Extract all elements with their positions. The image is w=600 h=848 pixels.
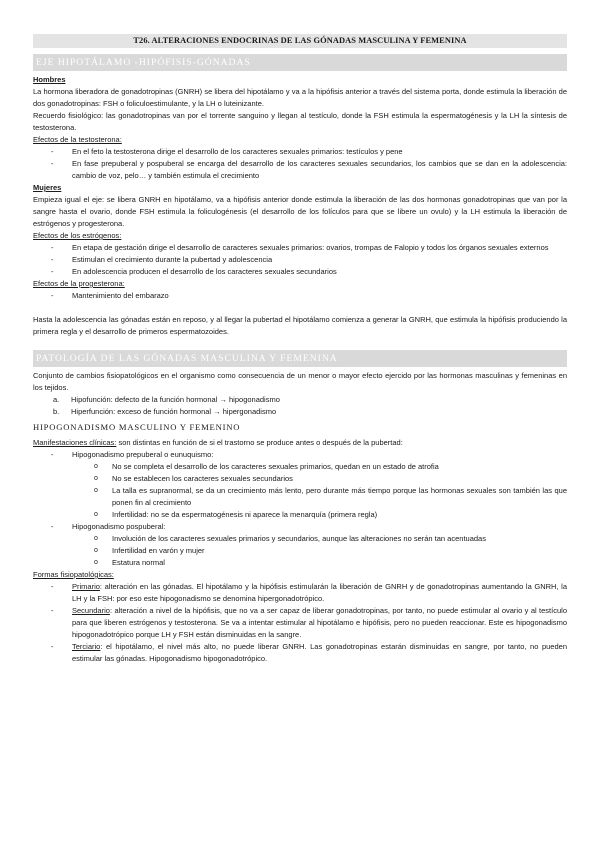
adolescencia-paragraph: Hasta la adolescencia las gónadas están en reposo, y al llegar la pubertad el hipotálamo comienza a generar la GNRH, que estimula la hipófisis produciendo la primera regla y el desarrollo de primeros espermatozoides. <box>33 315 567 336</box>
section-header-eje: EJE HIPOTÁLAMO -HIPÓFISIS-GÓNADAS <box>33 54 567 71</box>
mujeres-heading: Mujeres <box>33 183 62 192</box>
patologia-intro-paragraph: Conjunto de cambios fisiopatológicos en el organismo como consecuencia de un menor o mayor efecto ejercido por las hormonas masculinas y femeninas en los tejidos. <box>33 371 567 392</box>
list-item: o Involución de los caracteres sexuales primarios y secundarios, aunque las alteraciones no serán tan acentuadas <box>94 534 486 543</box>
progesterona-heading: Efectos de la progesterona: <box>33 279 125 288</box>
list-item: o No se completa el desarrollo de los caracteres sexuales primarios, quedan en un estado de atrofia <box>94 462 439 471</box>
progesterona-list <box>33 290 567 302</box>
list-item: - Terciario: el hipotálamo, el nivel más alto, no puede liberar GNRH. Las gonadotropinas estarán disminuidas en sangre, por tanto, no pueden estimular las gónadas. Hipogonadismo hipogonadotrópico. <box>51 642 567 663</box>
list-item: - En etapa de gestación dirige el desarrollo de caracteres sexuales primarios: ovarios, trompas de Falopio y todos los órganos sexuales externos <box>51 243 549 252</box>
section-header-patologia: PATOLOGÍA DE LAS GÓNADAS MASCULINA Y FEMENINA <box>33 350 567 367</box>
hombres-heading: Hombres <box>33 75 66 84</box>
list-item: a. Hipofunción: defecto de la función hormonal → hipogonadismo <box>53 395 280 404</box>
list-item: - En fase prepuberal y pospuberal se encarga del desarrollo de los caracteres sexuales secundarios, los cambios que se dan en la adolescencia: cambio de voz, pelo… y también estimula el crecimiento <box>51 159 567 180</box>
list-item: b. Hiperfunción: exceso de función hormonal → hipergonadismo <box>53 407 277 416</box>
list-item: - En adolescencia producen el desarrollo de los caracteres sexuales secundarios <box>51 267 337 276</box>
list-item: - Primario: alteración en las gónadas. El hipotálamo y la hipófisis estimularán la liberación de GNRH y de gonadotropinas aumentando la GNRH, la LH y la FSH: por eso este hipogonadismo se denomina hipergonadotrópico. <box>51 582 567 603</box>
list-item: o Infertilidad en varón y mujer <box>94 546 205 555</box>
pospuberal-sublist <box>72 533 567 569</box>
list-item: o No se establecen los caracteres sexuales secundarios <box>94 474 293 483</box>
document-title: T26. ALTERACIONES ENDOCRINAS DE LAS GÓNADAS MASCULINA Y FEMENINA <box>33 34 567 48</box>
testosterona-heading: Efectos de la testosterona: <box>33 135 122 144</box>
formas-heading: Formas fisiopatológicas: <box>33 570 114 579</box>
list-item: o Infertilidad: no se da espermatogénesis ni aparece la menarquía (primera regla) <box>94 510 378 519</box>
manifestaciones-list <box>33 449 567 569</box>
list-item: - Hipogonadismo prepuberal o eunuquismo: o No se completa el desarrollo de los caracteres sexuales primarios, quedan en un estado de atrofia o No se establecen los caracteres sexuales secundarios o La talla es supranormal, se da un crecimiento más lento, pero durante más tiempo porque las hormonas sexuales son también las que ponen fin al crecimiento o Infertilidad: no se da espermatogénesis ni aparece la menarquía (primera regla) <box>51 450 567 519</box>
testosterona-list <box>33 146 567 182</box>
list-item: - Secundario: alteración a nivel de la hipófisis, que no va a ser capaz de liberar gonadotropinas, por tanto, no puede estimular al ovario y al testículo para que liberen estrógenos y testosterona. Se va a intentar estimular al hipotálamo e hipófisis, pero no pueden reaccionar. Este es hipogonadismo hipogonadotrópico porque LH y FSH están disminuidas en la sangre. <box>51 606 567 639</box>
hipogonadismo-subheading: HIPOGONADISMO MASCULINO Y FEMENINO <box>33 422 241 432</box>
prepuberal-sublist <box>72 461 567 521</box>
estrogenos-list <box>33 242 567 278</box>
list-item: - En el feto la testosterona dirige el desarrollo de los caracteres sexuales primarios: testículos y pene <box>51 147 403 156</box>
hombres-paragraph-2: Recuerdo fisiológico: las gonadotropinas van por el torrente sanguino y llegan al testículo, donde la FSH estimula la espermatogénesis y la LH la síntesis de testosterona. <box>33 111 567 132</box>
funcion-list <box>33 394 567 418</box>
list-item: o Estatura normal <box>94 558 165 567</box>
list-item: - Estimulan el crecimiento durante la pubertad y adolescencia <box>51 255 273 264</box>
manifestaciones-heading: Manifestaciones clínicas: <box>33 438 117 447</box>
estrogenos-heading: Efectos de los estrógenos: <box>33 231 122 240</box>
document-page <box>33 34 567 665</box>
mujeres-paragraph: Empieza igual el eje: se libera GNRH en hipotálamo, va a hipófisis anterior donde estimula la liberación de las dos hormonas gonadotropinas que van por la sangre hasta el ovario, donde FSH estimula la foliculogénesis (el desarrollo de los folículos para que se libere un ovulo) y la LH estimula la liberación de estrógenos y progesterona. <box>33 195 567 228</box>
list-item: - Hipogonadismo pospuberal: o Involución de los caracteres sexuales primarios y secundarios, aunque las alteraciones no serán tan acentuadas o Infertilidad en varón y mujer o Estatura normal <box>33 521 567 569</box>
list-item: o La talla es supranormal, se da un crecimiento más lento, pero durante más tiempo porque las hormonas sexuales son también las que ponen fin al crecimiento <box>94 486 567 507</box>
hombres-paragraph-1: La hormona liberadora de gonadotropinas (GNRH) se libera del hipotálamo y va a la hipófisis anterior a través del sistema porta, donde estimula la liberación de dos gonadotropinas: FSH o foliculoestimulante, y la LH o luteinizante. <box>33 87 567 108</box>
manifestaciones-paragraph: Manifestaciones clínicas: son distintas en función de si el trastorno se produce antes o después de la pubertad: <box>33 438 403 447</box>
list-item: - Mantenimiento del embarazo <box>51 291 169 300</box>
formas-list <box>33 581 567 665</box>
